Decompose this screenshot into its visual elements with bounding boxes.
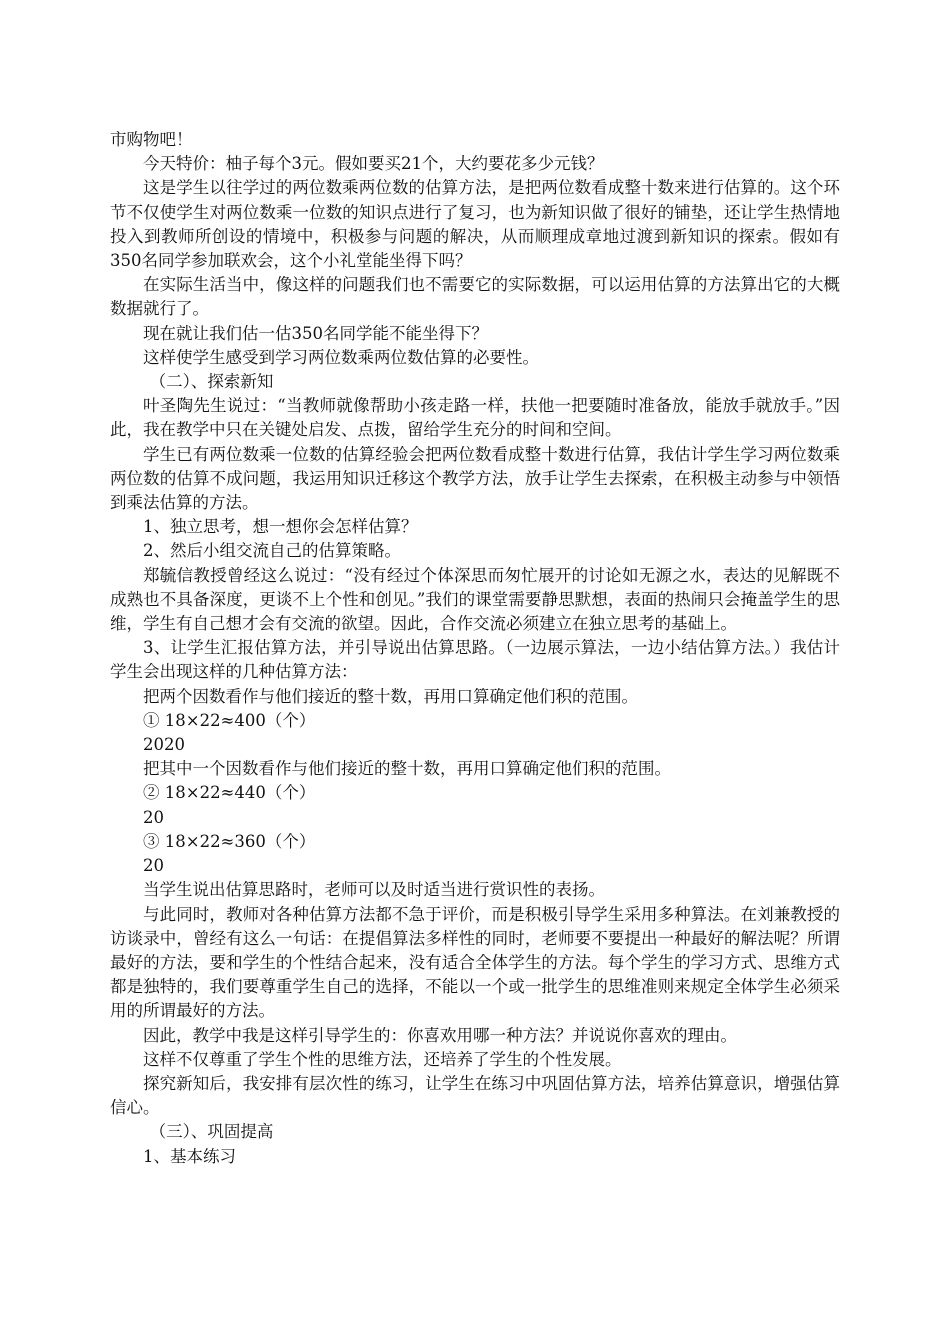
paragraph-respect-individuality: 这样不仅尊重了学生个性的思维方法，还培养了学生的个性发展。 xyxy=(143,1049,622,1069)
method-description-one: 把其中一个因数看作与他们接近的整十数，再用口算确定他们积的范围。 xyxy=(143,759,671,779)
paragraph-zheng-quote: 郑毓信教授曾经这么说过：“没有经过个体深思而匆忙展开的讨论如无源之水，表达的见解既不成熟也不具备深度，更谈不上个性和创见。”我们的课堂需要静思默想，表面的热闹只会掩盖学生的思维，学生有自己想才会有交流的欲望。因此，合作交流必须建立在独立思考的基础上。 xyxy=(110,565,840,634)
paragraph-guide-students: 因此，教学中我是这样引导学生的：你喜欢用哪一种方法？并说说你喜欢的理由。 xyxy=(143,1025,737,1045)
list-item-basic-practice: 1、基本练习 xyxy=(143,1146,236,1166)
list-item-think-independently: 1、独立思考，想一想你会怎样估算？ xyxy=(143,517,418,537)
paragraph-continuation: 市购物吧！ xyxy=(110,130,193,149)
paragraph-layered-practice: 探究新知后，我安排有层次性的练习，让学生在练习中巩固估算方法，培养估算意识，增强估算信心。 xyxy=(110,1073,840,1118)
method-note-1: 2020 xyxy=(143,735,185,755)
method-description-both: 把两个因数看作与他们接近的整十数，再用口算确定他们积的范围。 xyxy=(143,686,638,706)
list-item-group-discussion: 2、然后小组交流自己的估算策略。 xyxy=(143,541,401,561)
section-heading-explore: （二）、探索新知 xyxy=(149,372,274,392)
paragraph-algorithm-diversity: 与此同时，教师对各种估算方法都不急于评价，而是积极引导学生采用多种算法。在刘兼教授的访谈录中，曾经有这么一句话：在提倡算法多样性的同时，老师要不要提出一种最好的解法呢？所谓最好的方法，要和学生的个性结合起来，没有适合全体学生的方法。每个学生的学习方式、思维方式都是独特的，我们要尊重学生自己的选择，不能以一个或一批学生的思维准则来规定全体学生必须采用的所谓最好的方法。 xyxy=(110,904,840,1021)
paragraph-estimate-350: 现在就让我们估一估350名同学能不能坐得下？ xyxy=(143,323,488,343)
document-page xyxy=(110,128,840,1169)
paragraph-ye-shengtao-quote: 叶圣陶先生说过：“当教师就像帮助小孩走路一样，扶他一把要随时准备放，能放手就放手。”因此，我在教学中只在关键处启发、点拨，留给学生充分的时间和空间。 xyxy=(110,396,840,440)
list-item-report-methods: 3、让学生汇报估算方法，并引导说出估算思路。（一边展示算法，一边小结估算方法。）我估计学生会出现这样的几种估算方法： xyxy=(110,638,840,682)
paragraph-necessity: 这样使学生感受到学习两位数乘两位数估算的必要性。 xyxy=(143,347,539,367)
paragraph-review-estimation: 这是学生以往学过的两位数乘两位数的估算方法，是把两位数看成整十数来进行估算的。这个环节不仅使学生对两位数乘一位数的知识点进行了复习，也为新知识做了很好的铺垫，还让学生热情地投入到教师所创设的情境中，积极参与问题的解决，从而顺理成章地过渡到新知识的探索。假如有350名同学参加联欢会，这个小礼堂能坐得下吗？ xyxy=(110,178,840,271)
method-equation-2: ② 18×22≈440（个） xyxy=(143,783,316,803)
method-note-3: 20 xyxy=(143,856,164,876)
paragraph-special-price: 今天特价：柚子每个3元。假如要买21个，大约要花多少元钱？ xyxy=(143,154,604,174)
section-heading-consolidate: （三）、巩固提高 xyxy=(149,1122,274,1142)
method-note-2: 20 xyxy=(143,807,164,827)
paragraph-praise: 当学生说出估算思路时，老师可以及时适当进行赏识性的表扬。 xyxy=(143,880,605,900)
method-equation-3: ③ 18×22≈360（个） xyxy=(143,831,316,851)
paragraph-real-life: 在实际生活当中，像这样的问题我们也不需要它的实际数据，可以运用估算的方法算出它的大概数据就行了。 xyxy=(110,275,840,319)
paragraph-knowledge-transfer: 学生已有两位数乘一位数的估算经验会把两位数看成整十数进行估算，我估计学生学习两位数乘两位数的估算不成问题，我运用知识迁移这个教学方法，放手让学生去探索，在积极主动参与中领悟到乘法估算的方法。 xyxy=(110,444,840,513)
method-equation-1: ① 18×22≈400（个） xyxy=(143,710,316,730)
